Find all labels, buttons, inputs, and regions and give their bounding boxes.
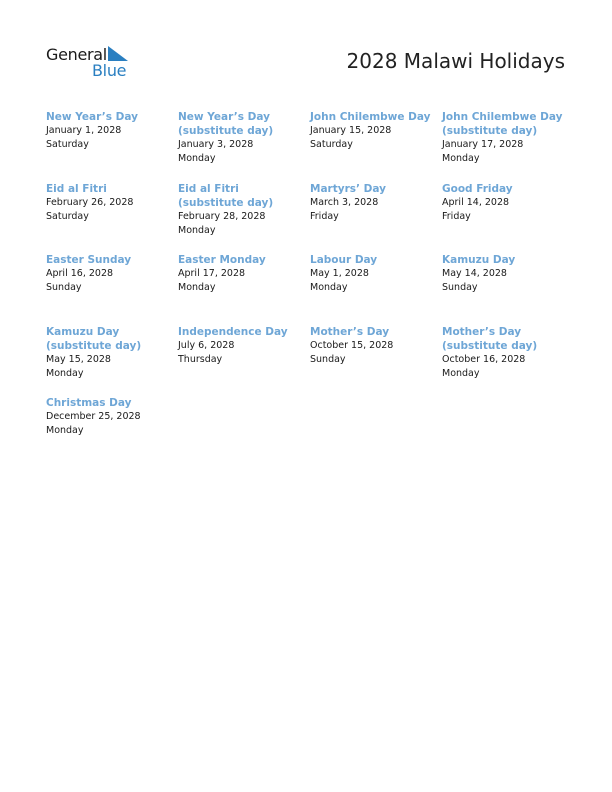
- holiday-entry: [46, 396, 178, 468]
- holiday-date: January 17, 2028: [442, 139, 524, 150]
- holiday-name: Easter Monday: [178, 254, 266, 266]
- holiday-name: Kamuzu Day (substitute day): [46, 325, 142, 352]
- holiday-name: Martyrs’ Day: [310, 182, 386, 195]
- holiday-entry: [46, 182, 178, 254]
- holiday-name: Eid al Fitri: [46, 182, 107, 195]
- holiday-weekday: Saturday: [46, 139, 89, 150]
- holiday-weekday: Thursday: [178, 353, 223, 365]
- holiday-name: Good Friday: [442, 182, 513, 195]
- holiday-date: May 1, 2028: [310, 268, 369, 279]
- holiday-entry: [310, 182, 442, 254]
- holiday-entry: [310, 253, 442, 325]
- holiday-name: Christmas Day: [46, 397, 132, 409]
- holiday-entry: [178, 325, 310, 397]
- holiday-name: New Year’s Day (substitute day): [178, 111, 274, 137]
- holiday-weekday: Monday: [46, 425, 84, 436]
- holiday-grid: [46, 110, 576, 468]
- holiday-weekday: Sunday: [310, 353, 346, 365]
- holiday-date: April 16, 2028: [46, 268, 114, 279]
- holiday-date: December 25, 2028: [46, 411, 141, 422]
- holiday-date: January 1, 2028: [46, 125, 122, 136]
- holiday-date: May 14, 2028: [442, 268, 507, 279]
- holiday-weekday: Monday: [178, 153, 216, 164]
- holiday-date: January 3, 2028: [178, 139, 254, 150]
- holiday-weekday: Saturday: [310, 139, 353, 150]
- holiday-entry: [442, 182, 576, 254]
- brand-word-general: General: [46, 45, 107, 64]
- holiday-entry: [46, 325, 178, 397]
- holiday-name: New Year’s Day: [46, 111, 138, 123]
- holiday-entry: [442, 325, 576, 397]
- holiday-entry: [178, 110, 310, 182]
- holiday-date: April 14, 2028: [442, 196, 510, 208]
- holiday-entry: [310, 110, 442, 182]
- holiday-weekday: Sunday: [442, 282, 478, 293]
- holiday-weekday: Monday: [442, 367, 480, 379]
- holiday-date: October 16, 2028: [442, 353, 526, 365]
- holiday-name: Easter Sunday: [46, 254, 132, 266]
- page-title: 2028 Malawi Holidays: [346, 49, 565, 73]
- holiday-name: John Chilembwe Day: [310, 111, 431, 123]
- holiday-weekday: Monday: [178, 282, 216, 293]
- holiday-entry: [178, 253, 310, 325]
- holiday-weekday: Monday: [178, 224, 216, 236]
- holiday-weekday: Sunday: [46, 282, 82, 293]
- holiday-name: Eid al Fitri (substitute day): [178, 182, 274, 209]
- holiday-date: July 6, 2028: [178, 339, 235, 351]
- holiday-weekday: Friday: [310, 210, 339, 222]
- holiday-date: May 15, 2028: [46, 353, 111, 365]
- holiday-weekday: Monday: [46, 367, 84, 379]
- brand-word-blue: Blue: [92, 61, 127, 80]
- holiday-name: Mother’s Day: [310, 325, 390, 338]
- holiday-date: April 17, 2028: [178, 268, 246, 279]
- holiday-entry: [46, 110, 178, 182]
- holiday-entry: [178, 182, 310, 254]
- holiday-name: John Chilembwe Day (substitute day): [442, 111, 563, 137]
- holiday-entry: [310, 325, 442, 397]
- holiday-weekday: Monday: [310, 282, 348, 293]
- holiday-date: February 26, 2028: [46, 196, 134, 208]
- holiday-entry: [442, 110, 576, 182]
- holiday-date: March 3, 2028: [310, 196, 379, 208]
- holiday-weekday: Saturday: [46, 210, 89, 222]
- holiday-name: Kamuzu Day: [442, 254, 516, 266]
- holiday-weekday: Monday: [442, 153, 480, 164]
- holiday-entry: [442, 253, 576, 325]
- triangle-flag-icon: [108, 46, 128, 61]
- holiday-name: Labour Day: [310, 254, 378, 266]
- holiday-date: January 15, 2028: [310, 125, 392, 136]
- holiday-name: Mother’s Day (substitute day): [442, 325, 538, 352]
- brand-logo: [46, 44, 136, 80]
- holiday-date: February 28, 2028: [178, 210, 266, 222]
- holiday-date: October 15, 2028: [310, 339, 394, 351]
- holiday-entry: [46, 253, 178, 325]
- holiday-name: Independence Day: [178, 325, 288, 338]
- holiday-weekday: Friday: [442, 210, 471, 222]
